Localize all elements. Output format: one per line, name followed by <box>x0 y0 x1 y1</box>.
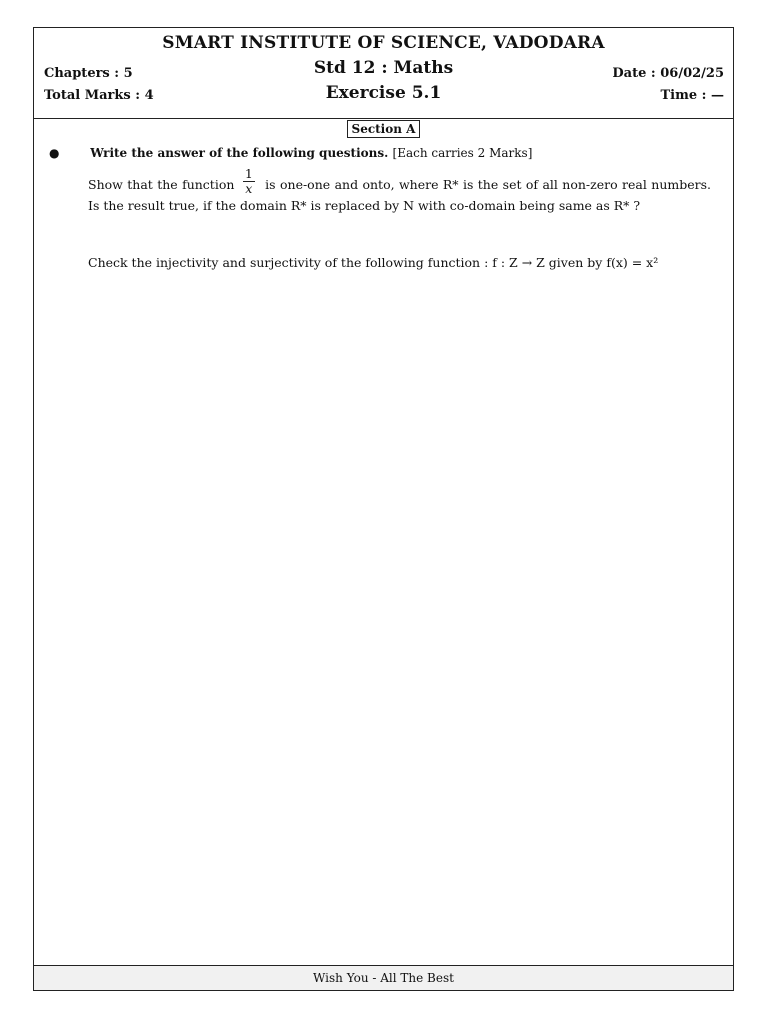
exercise-title: Exercise 5.1 <box>325 83 442 103</box>
instruction-line <box>49 146 532 160</box>
date-info: Date : 06/02/25 <box>612 66 724 81</box>
section-heading <box>34 118 733 138</box>
question-2: Check the injectivity and surjectivity of the following function : f : Z → Z given by f(x) = x² <box>88 255 659 270</box>
subject-title: Std 12 : Maths <box>313 58 454 78</box>
total-marks-info: Total Marks : 4 <box>44 88 154 103</box>
paper-header <box>34 28 733 119</box>
instruction-text: Write the answer of the following questions. <box>90 146 389 160</box>
marks-note: [Each carries 2 Marks] <box>392 146 533 160</box>
time-info: Time : — <box>660 88 724 103</box>
fraction-one-over-x <box>243 167 255 196</box>
question-paper <box>33 27 734 991</box>
chapters-info: Chapters : 5 <box>44 66 133 81</box>
fraction-denominator: x <box>243 181 255 196</box>
question-1-suffix: is one-one and onto, where R* is the set of all non-zero real numbers. Is the result true, if the domain R* is replaced by N with co-domain being same as R* ? <box>88 177 711 213</box>
fraction-numerator: 1 <box>244 166 253 181</box>
institute-name: SMART INSTITUTE OF SCIENCE, VADODARA <box>162 33 605 53</box>
footer-message: Wish You - All The Best <box>34 965 733 990</box>
section-label: Section A <box>347 120 421 138</box>
question-1 <box>88 166 711 216</box>
bullet-icon: ● <box>49 146 60 160</box>
question-1-prefix: Show that the function <box>88 177 239 192</box>
